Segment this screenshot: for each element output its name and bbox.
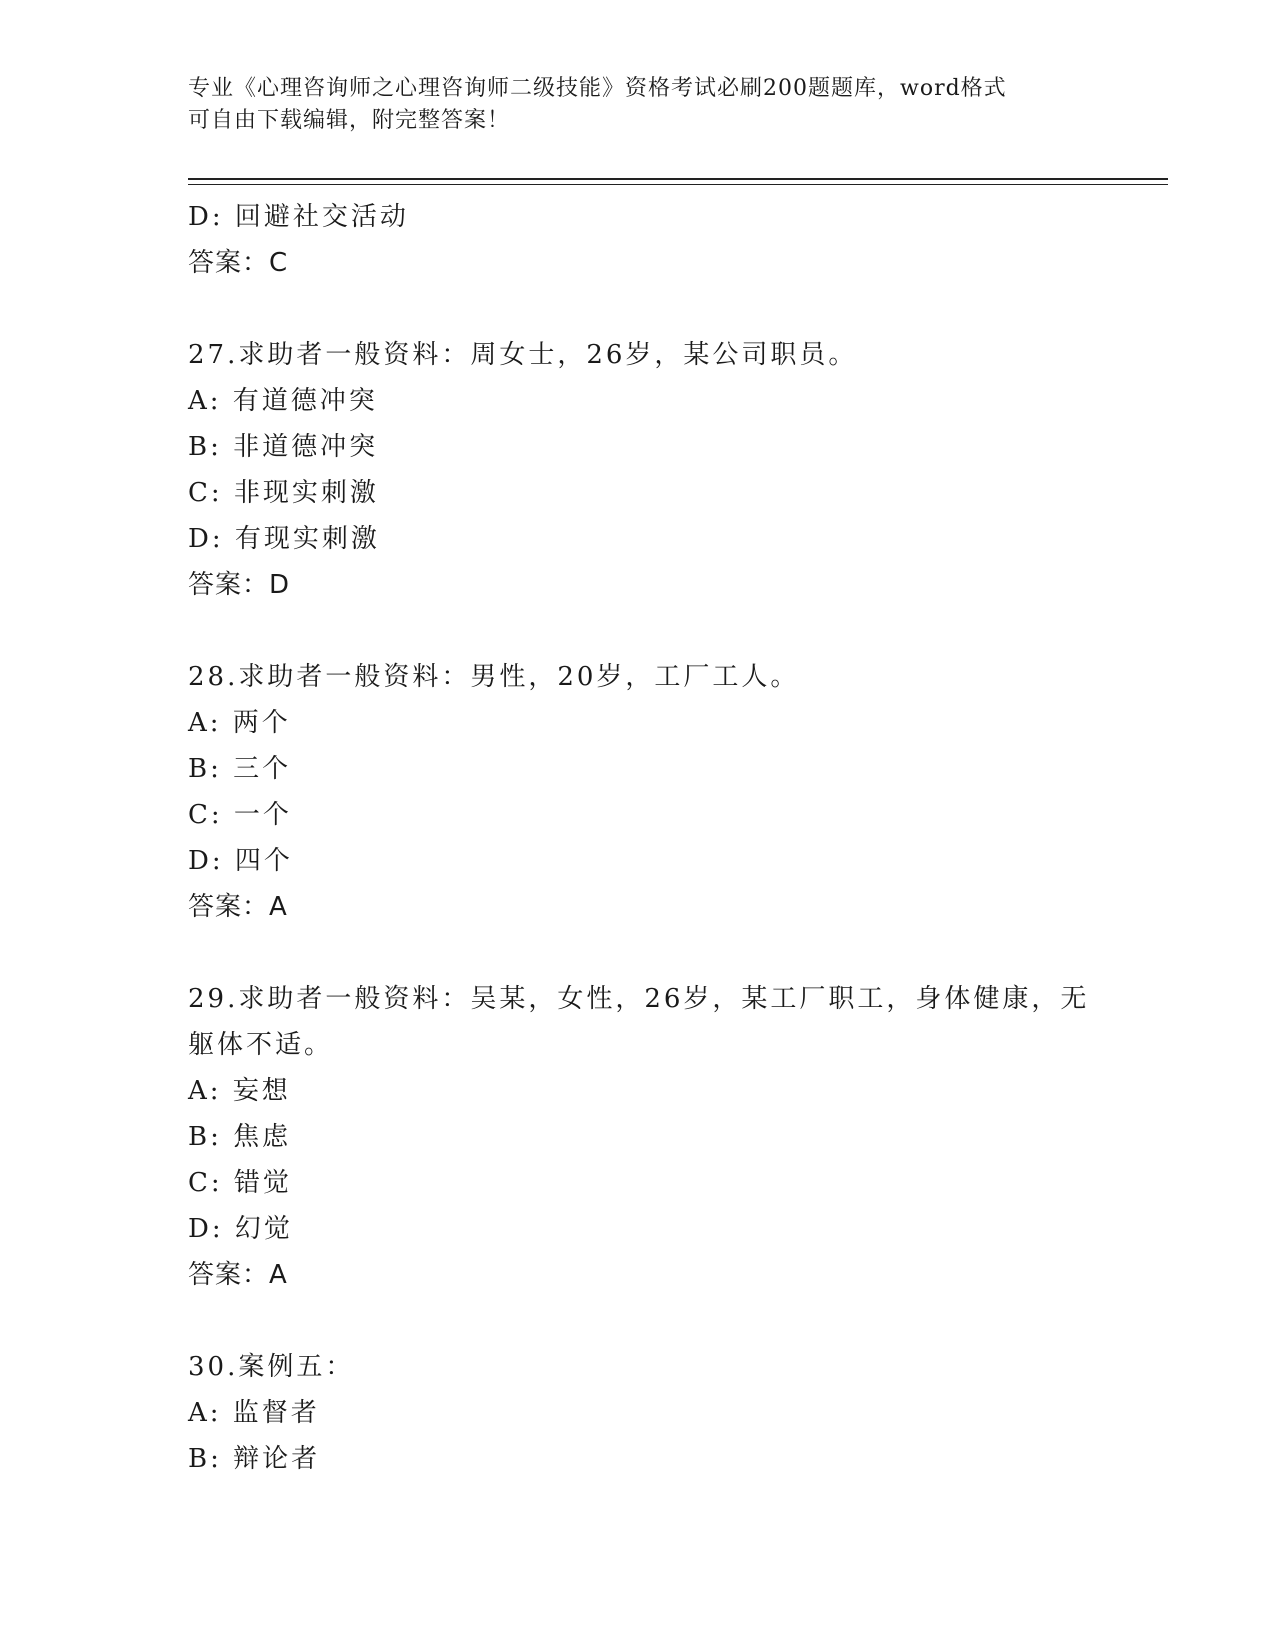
answer-line: 答案：C (188, 248, 289, 278)
question-27-option-a: A: 有道德冲突 (188, 386, 378, 416)
question-list (188, 194, 1088, 1482)
question-29-option-a: A: 妄想 (188, 1076, 291, 1106)
question-29-option-d: D: 幻觉 (188, 1214, 293, 1244)
question-28-option-d: D: 四个 (188, 846, 293, 876)
question-27-option-d: D: 有现实刺激 (188, 524, 380, 554)
question-28-answer: 答案：A (188, 892, 288, 922)
header-rule-thick (188, 178, 1168, 180)
option-d: D: 回避社交活动 (188, 202, 409, 232)
question-29-option-c: C: 错觉 (188, 1168, 292, 1198)
question-29-option-b: B: 焦虑 (188, 1122, 292, 1152)
question-28-option-a: A: 两个 (188, 708, 291, 738)
question-29-text-line-2: 躯体不适。 (188, 1030, 334, 1060)
header-line-1: 专业《心理咨询师之心理咨询师二级技能》资格考试必刷200题题库，word格式 (188, 76, 1007, 101)
question-27-option-b: B: 非道德冲突 (188, 432, 379, 462)
question-30-text: 30.案例五： (188, 1352, 355, 1382)
question-28-option-b: B: 三个 (188, 754, 292, 784)
question-27-option-c: C: 非现实刺激 (188, 478, 379, 508)
header-line-2: 可自由下载编辑，附完整答案！ (188, 108, 511, 133)
header-rule-thin (188, 184, 1168, 185)
question-27-answer: 答案：D (188, 570, 291, 600)
document-header (188, 73, 1088, 137)
question-29-answer: 答案：A (188, 1260, 288, 1290)
question-30-option-a: A: 监督者 (188, 1398, 320, 1428)
question-28-option-c: C: 一个 (188, 800, 292, 830)
question-27-text: 27.求助者一般资料：周女士，26岁，某公司职员。 (188, 340, 858, 370)
question-28-text: 28.求助者一般资料：男性，20岁，工厂工人。 (188, 662, 800, 692)
question-30-option-b: B: 辩论者 (188, 1444, 321, 1474)
question-29-text-line-1: 29.求助者一般资料：吴某，女性，26岁，某工厂职工，身体健康，无 (188, 984, 1090, 1014)
